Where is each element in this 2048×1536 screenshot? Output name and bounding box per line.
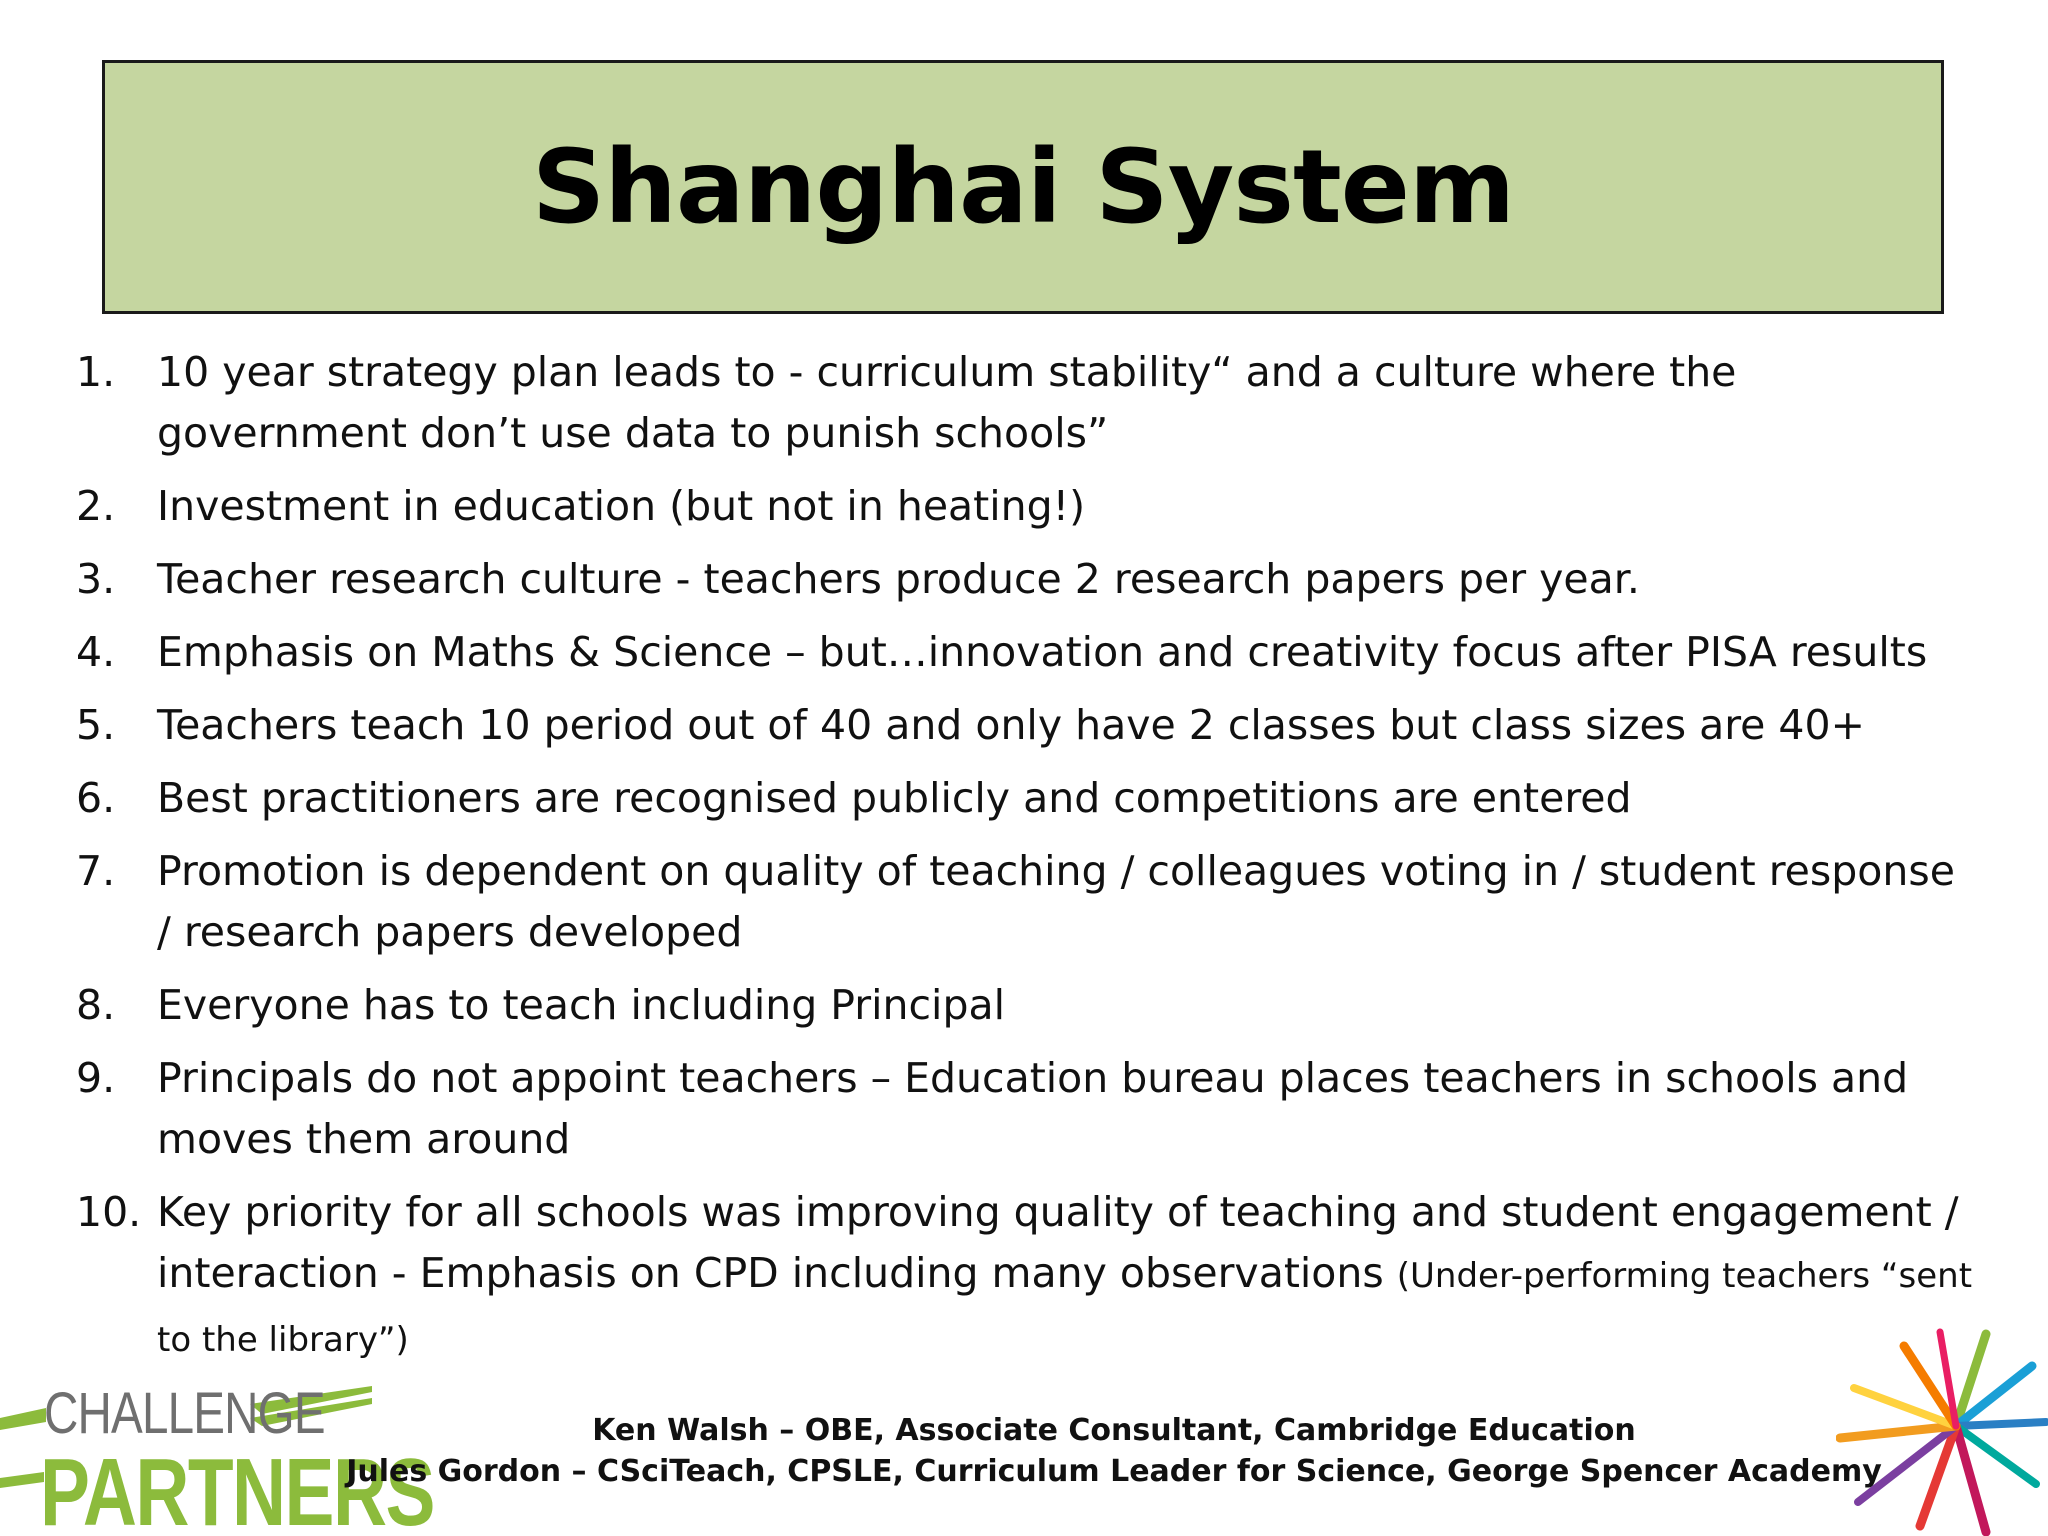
title-box (102, 60, 1944, 314)
item-number: 6. (76, 774, 116, 822)
list-item (76, 342, 1976, 464)
item-list (76, 342, 1976, 1383)
item-text: Key priority for all schools was improving quality of teaching and student engagement / interaction - Emphasis on CPD including many observations (157, 1188, 1959, 1297)
credit-line-2: Jules Gordon – CSciTeach, CPSLE, Curriculum Leader for Science, George Spencer Academy (346, 1454, 1882, 1489)
item-text: 10 year strategy plan leads to - curriculum stability“ and a culture where the government don’t use data to punish schools” (157, 348, 1737, 457)
item-number: 10. (76, 1188, 142, 1236)
item-text: Investment in education (but not in heating!) (157, 482, 1086, 530)
item-number: 2. (76, 482, 116, 530)
item-number: 9. (76, 1054, 116, 1102)
list-item (76, 622, 1976, 683)
item-number: 5. (76, 701, 116, 749)
list-item (76, 841, 1976, 963)
list-item (76, 695, 1976, 756)
item-number: 7. (76, 847, 116, 895)
item-number: 4. (76, 628, 116, 676)
item-text: Teacher research culture - teachers produce 2 research papers per year. (157, 555, 1640, 603)
item-number: 1. (76, 348, 116, 396)
list-item (76, 1182, 1976, 1371)
logo-word-challenge: CHALLENGE (44, 1381, 325, 1446)
item-text: Emphasis on Maths & Science – but…innovation and creativity focus after PISA results (157, 628, 1928, 676)
list-item (76, 975, 1976, 1036)
list-item (76, 549, 1976, 610)
item-note: (Under-performing teachers “sent to the library”) (157, 1256, 1973, 1360)
logo-word-partners: PARTNERS (40, 1439, 434, 1536)
item-text: Promotion is dependent on quality of teaching / colleagues voting in / student response / research papers developed (157, 847, 1955, 956)
item-number: 8. (76, 981, 116, 1029)
item-text: Teachers teach 10 period out of 40 and only have 2 classes but class sizes are 40+ (157, 701, 1865, 749)
item-text: Everyone has to teach including Principal (157, 981, 1005, 1029)
item-text: Best practitioners are recognised publicly and competitions are entered (157, 774, 1632, 822)
item-number: 3. (76, 555, 116, 603)
list-item (76, 768, 1976, 829)
colour-burst-icon (1836, 1326, 2048, 1536)
list-item (76, 476, 1976, 537)
list-item (76, 1048, 1976, 1170)
slide-title: Shanghai System (531, 127, 1515, 247)
item-text: Principals do not appoint teachers – Education bureau places teachers in schools and moves them around (157, 1054, 1909, 1163)
credit-line-1: Ken Walsh – OBE, Associate Consultant, Cambridge Education (592, 1413, 1636, 1448)
